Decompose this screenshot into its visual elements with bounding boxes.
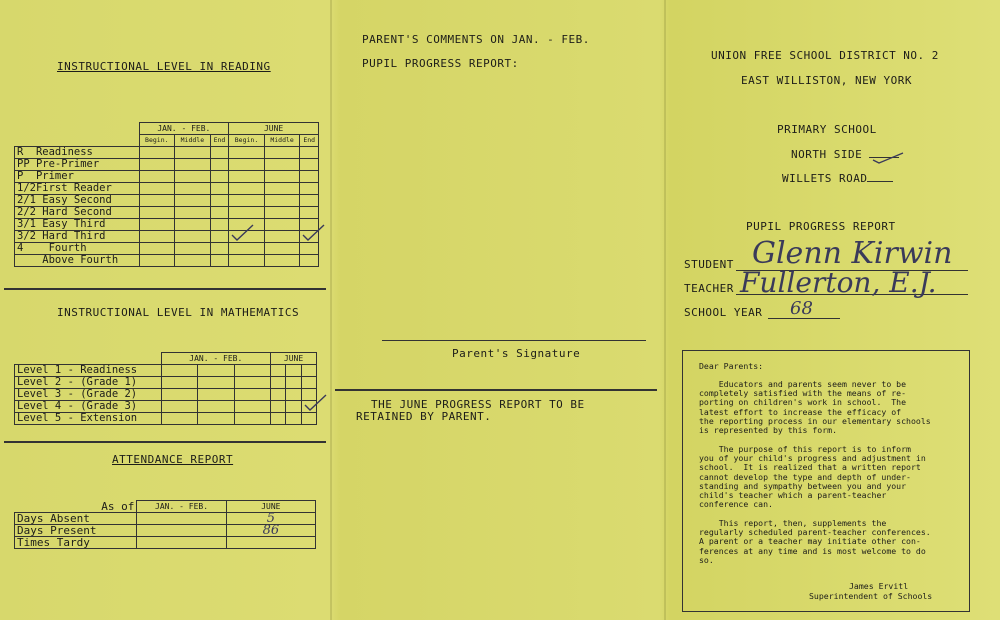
attendance-jan-cell bbox=[137, 537, 226, 549]
grid-cell bbox=[175, 171, 211, 183]
grid-cell bbox=[300, 231, 319, 243]
grid-cell bbox=[198, 389, 235, 401]
grid-cell bbox=[229, 159, 265, 171]
attendance-june-cell: 5 bbox=[226, 513, 315, 525]
grid-cell bbox=[286, 365, 301, 377]
letter-para1: Educators and parents seem never to be completely satisfied with the means of re- porting on children's work in school. The latest effort to increase the efficacy of the reporting process in our elementary schools is represented by this form. bbox=[699, 379, 931, 436]
grid-cell bbox=[264, 255, 300, 267]
grid-cell bbox=[234, 413, 271, 425]
attendance-period1: JAN. - FEB. bbox=[137, 501, 226, 513]
table-row bbox=[15, 159, 319, 171]
attendance-june-cell bbox=[226, 537, 315, 549]
grid-cell bbox=[229, 171, 265, 183]
grid-cell bbox=[234, 377, 271, 389]
divider bbox=[4, 288, 326, 290]
grid-cell bbox=[286, 401, 301, 413]
checkmark-icon bbox=[300, 223, 326, 243]
grid-cell bbox=[229, 195, 265, 207]
student-name: Glenn Kirwin bbox=[752, 236, 953, 271]
grid-cell bbox=[175, 195, 211, 207]
attendance-label: Times Tardy bbox=[15, 537, 137, 549]
comments-line2: PUPIL PROGRESS REPORT: bbox=[362, 57, 519, 70]
grid-cell bbox=[264, 243, 300, 255]
table-row bbox=[15, 183, 319, 195]
row-label: PP Pre-Primer bbox=[15, 159, 140, 171]
grid-cell bbox=[161, 377, 198, 389]
letter-greeting: Dear Parents: bbox=[699, 361, 764, 371]
grid-cell bbox=[301, 365, 316, 377]
teacher-name: Fullerton, E.J. bbox=[740, 266, 937, 299]
grid-cell bbox=[198, 401, 235, 413]
grid-cell bbox=[271, 389, 286, 401]
table-row bbox=[15, 195, 319, 207]
grid-cell bbox=[286, 389, 301, 401]
row-label: 2/1 Easy Second bbox=[15, 195, 140, 207]
row-label: Level 2 - (Grade 1) bbox=[15, 377, 162, 389]
sub-middle: Middle bbox=[264, 135, 300, 147]
grid-cell bbox=[229, 231, 265, 243]
sub-begin: Begin. bbox=[229, 135, 265, 147]
north-side-check bbox=[869, 157, 899, 158]
grid-cell bbox=[175, 159, 211, 171]
math-title: INSTRUCTIONAL LEVEL IN MATHEMATICS bbox=[57, 306, 300, 319]
table-row bbox=[15, 389, 317, 401]
table-row bbox=[15, 537, 316, 549]
grid-cell bbox=[271, 377, 286, 389]
row-label: 3/2 Hard Third bbox=[15, 231, 140, 243]
grid-cell bbox=[210, 183, 229, 195]
row-label: 2/2 Hard Second bbox=[15, 207, 140, 219]
sub-begin: Begin. bbox=[139, 135, 175, 147]
north-side-label: NORTH SIDE bbox=[791, 148, 863, 161]
row-label: Level 5 - Extension bbox=[15, 413, 162, 425]
sub-middle: Middle bbox=[175, 135, 211, 147]
divider bbox=[335, 389, 657, 391]
grid-cell bbox=[264, 195, 300, 207]
attendance-table bbox=[14, 500, 316, 549]
row-label: Level 4 - (Grade 3) bbox=[15, 401, 162, 413]
grid-cell bbox=[301, 377, 316, 389]
year-label: SCHOOL YEAR bbox=[684, 306, 763, 319]
row-label: Above Fourth bbox=[15, 255, 140, 267]
sub-end: End bbox=[300, 135, 319, 147]
row-label: 4 Fourth bbox=[15, 243, 140, 255]
math-period2: JUNE bbox=[271, 353, 317, 365]
willets-road-option bbox=[782, 172, 893, 185]
grid-cell bbox=[300, 183, 319, 195]
row-label: Level 3 - (Grade 2) bbox=[15, 389, 162, 401]
grid-cell bbox=[234, 365, 271, 377]
table-row bbox=[15, 365, 317, 377]
row-label: R Readiness bbox=[15, 147, 140, 159]
grid-cell bbox=[264, 171, 300, 183]
signature-line bbox=[382, 340, 646, 341]
grid-cell bbox=[210, 147, 229, 159]
math-table bbox=[14, 352, 317, 425]
grid-cell bbox=[264, 219, 300, 231]
retain-line1: THE JUNE PROGRESS REPORT TO BE bbox=[371, 398, 585, 411]
grid-cell bbox=[210, 243, 229, 255]
reading-period1: JAN. - FEB. bbox=[139, 123, 229, 135]
grid-cell bbox=[175, 231, 211, 243]
year-value: 68 bbox=[790, 298, 813, 319]
grid-cell bbox=[139, 243, 175, 255]
grid-cell bbox=[175, 243, 211, 255]
grid-cell bbox=[234, 401, 271, 413]
table-row bbox=[15, 243, 319, 255]
attendance-period2: JUNE bbox=[226, 501, 315, 513]
grid-cell bbox=[300, 147, 319, 159]
grid-cell bbox=[300, 243, 319, 255]
grid-cell bbox=[300, 207, 319, 219]
grid-cell bbox=[286, 413, 301, 425]
letter-signer-title: Superintendent of Schools bbox=[809, 591, 933, 601]
divider bbox=[4, 441, 326, 443]
row-label: Level 1 - Readiness bbox=[15, 365, 162, 377]
grid-cell bbox=[264, 183, 300, 195]
grid-cell bbox=[271, 413, 286, 425]
grid-cell bbox=[229, 147, 265, 159]
grid-cell bbox=[264, 231, 300, 243]
district-name: UNION FREE SCHOOL DISTRICT NO. 2 bbox=[711, 49, 939, 62]
table-row bbox=[15, 525, 316, 537]
school-name: PRIMARY SCHOOL bbox=[777, 123, 877, 136]
attendance-title: ATTENDANCE REPORT bbox=[112, 453, 234, 466]
as-of-label: As of bbox=[101, 499, 135, 513]
grid-cell bbox=[175, 255, 211, 267]
grid-cell bbox=[139, 255, 175, 267]
grid-cell bbox=[286, 377, 301, 389]
grid-cell bbox=[139, 159, 175, 171]
grid-cell bbox=[229, 243, 265, 255]
row-label: P Primer bbox=[15, 171, 140, 183]
grid-cell bbox=[139, 171, 175, 183]
attendance-label: Days Absent bbox=[15, 513, 137, 525]
grid-cell bbox=[301, 401, 316, 413]
sub-end: End bbox=[210, 135, 229, 147]
grid-cell bbox=[301, 413, 316, 425]
grid-cell bbox=[161, 401, 198, 413]
grid-cell bbox=[139, 219, 175, 231]
letter-para2: The purpose of this report is to inform you of your child's progress and adjustment in school. It is realized that a written report cannot develop the type and depth of under- standing and sympathy between you and your child's teacher which a parent-teacher conference can. bbox=[699, 444, 926, 510]
grid-cell bbox=[175, 207, 211, 219]
teacher-label: TEACHER bbox=[684, 282, 734, 295]
table-row bbox=[15, 171, 319, 183]
grid-cell bbox=[175, 147, 211, 159]
table-row bbox=[15, 219, 319, 231]
grid-cell bbox=[300, 255, 319, 267]
grid-cell bbox=[198, 365, 235, 377]
table-row bbox=[15, 147, 319, 159]
table-row bbox=[15, 231, 319, 243]
grid-cell bbox=[210, 219, 229, 231]
grid-cell bbox=[300, 171, 319, 183]
row-label: 1/2First Reader bbox=[15, 183, 140, 195]
district-location: EAST WILLISTON, NEW YORK bbox=[741, 74, 912, 87]
signature-label: Parent's Signature bbox=[452, 347, 581, 360]
checkmark-icon bbox=[229, 223, 255, 243]
grid-cell bbox=[210, 255, 229, 267]
grid-cell bbox=[229, 255, 265, 267]
grid-cell bbox=[210, 195, 229, 207]
grid-cell bbox=[139, 231, 175, 243]
willets-blank bbox=[867, 181, 893, 182]
grid-cell bbox=[161, 413, 198, 425]
reading-table bbox=[14, 122, 319, 267]
grid-cell bbox=[175, 219, 211, 231]
row-label: 3/1 Easy Third bbox=[15, 219, 140, 231]
grid-cell bbox=[139, 147, 175, 159]
grid-cell bbox=[210, 159, 229, 171]
reading-period2: JUNE bbox=[229, 123, 319, 135]
letter-signer: James Ervitl bbox=[849, 581, 909, 591]
attendance-label: Days Present bbox=[15, 525, 137, 537]
north-side-option bbox=[791, 148, 899, 161]
student-label: STUDENT bbox=[684, 258, 734, 271]
grid-cell bbox=[210, 171, 229, 183]
checkmark-icon bbox=[302, 393, 328, 413]
attendance-june-cell: 86 bbox=[226, 525, 315, 537]
comments-line1: PARENT'S COMMENTS ON JAN. - FEB. bbox=[362, 33, 590, 46]
retain-line2: RETAINED BY PARENT. bbox=[356, 410, 492, 423]
letter-para3: This report, then, supplements the regularly scheduled parent-teacher conferences. A parent or a teacher may initiate other con- ferences at any time and is most welcome to do so. bbox=[699, 518, 931, 565]
grid-cell bbox=[198, 377, 235, 389]
table-row bbox=[15, 207, 319, 219]
letter-box bbox=[682, 350, 970, 612]
grid-cell bbox=[161, 389, 198, 401]
willets-road-label: WILLETS ROAD bbox=[782, 172, 868, 185]
grid-cell bbox=[234, 389, 271, 401]
grid-cell bbox=[139, 183, 175, 195]
grid-cell bbox=[271, 365, 286, 377]
grid-cell bbox=[210, 231, 229, 243]
table-row bbox=[15, 255, 319, 267]
math-period1: JAN. - FEB. bbox=[161, 353, 271, 365]
table-row bbox=[15, 377, 317, 389]
grid-cell bbox=[139, 207, 175, 219]
grid-cell bbox=[229, 207, 265, 219]
grid-cell bbox=[264, 207, 300, 219]
grid-cell bbox=[198, 413, 235, 425]
grid-cell bbox=[161, 365, 198, 377]
table-row bbox=[15, 401, 317, 413]
grid-cell bbox=[210, 207, 229, 219]
table-row bbox=[15, 413, 317, 425]
fold-line-right bbox=[664, 0, 666, 620]
grid-cell bbox=[271, 401, 286, 413]
grid-cell bbox=[139, 195, 175, 207]
grid-cell bbox=[300, 195, 319, 207]
grid-cell bbox=[300, 159, 319, 171]
attendance-jan-cell bbox=[137, 525, 226, 537]
checkmark-icon bbox=[871, 151, 905, 165]
grid-cell bbox=[175, 183, 211, 195]
grid-cell bbox=[264, 147, 300, 159]
reading-title: INSTRUCTIONAL LEVEL IN READING bbox=[57, 60, 271, 73]
attendance-jan-cell bbox=[137, 513, 226, 525]
report-title: PUPIL PROGRESS REPORT bbox=[746, 220, 896, 233]
grid-cell bbox=[229, 183, 265, 195]
grid-cell bbox=[264, 159, 300, 171]
fold-line-left bbox=[330, 0, 332, 620]
